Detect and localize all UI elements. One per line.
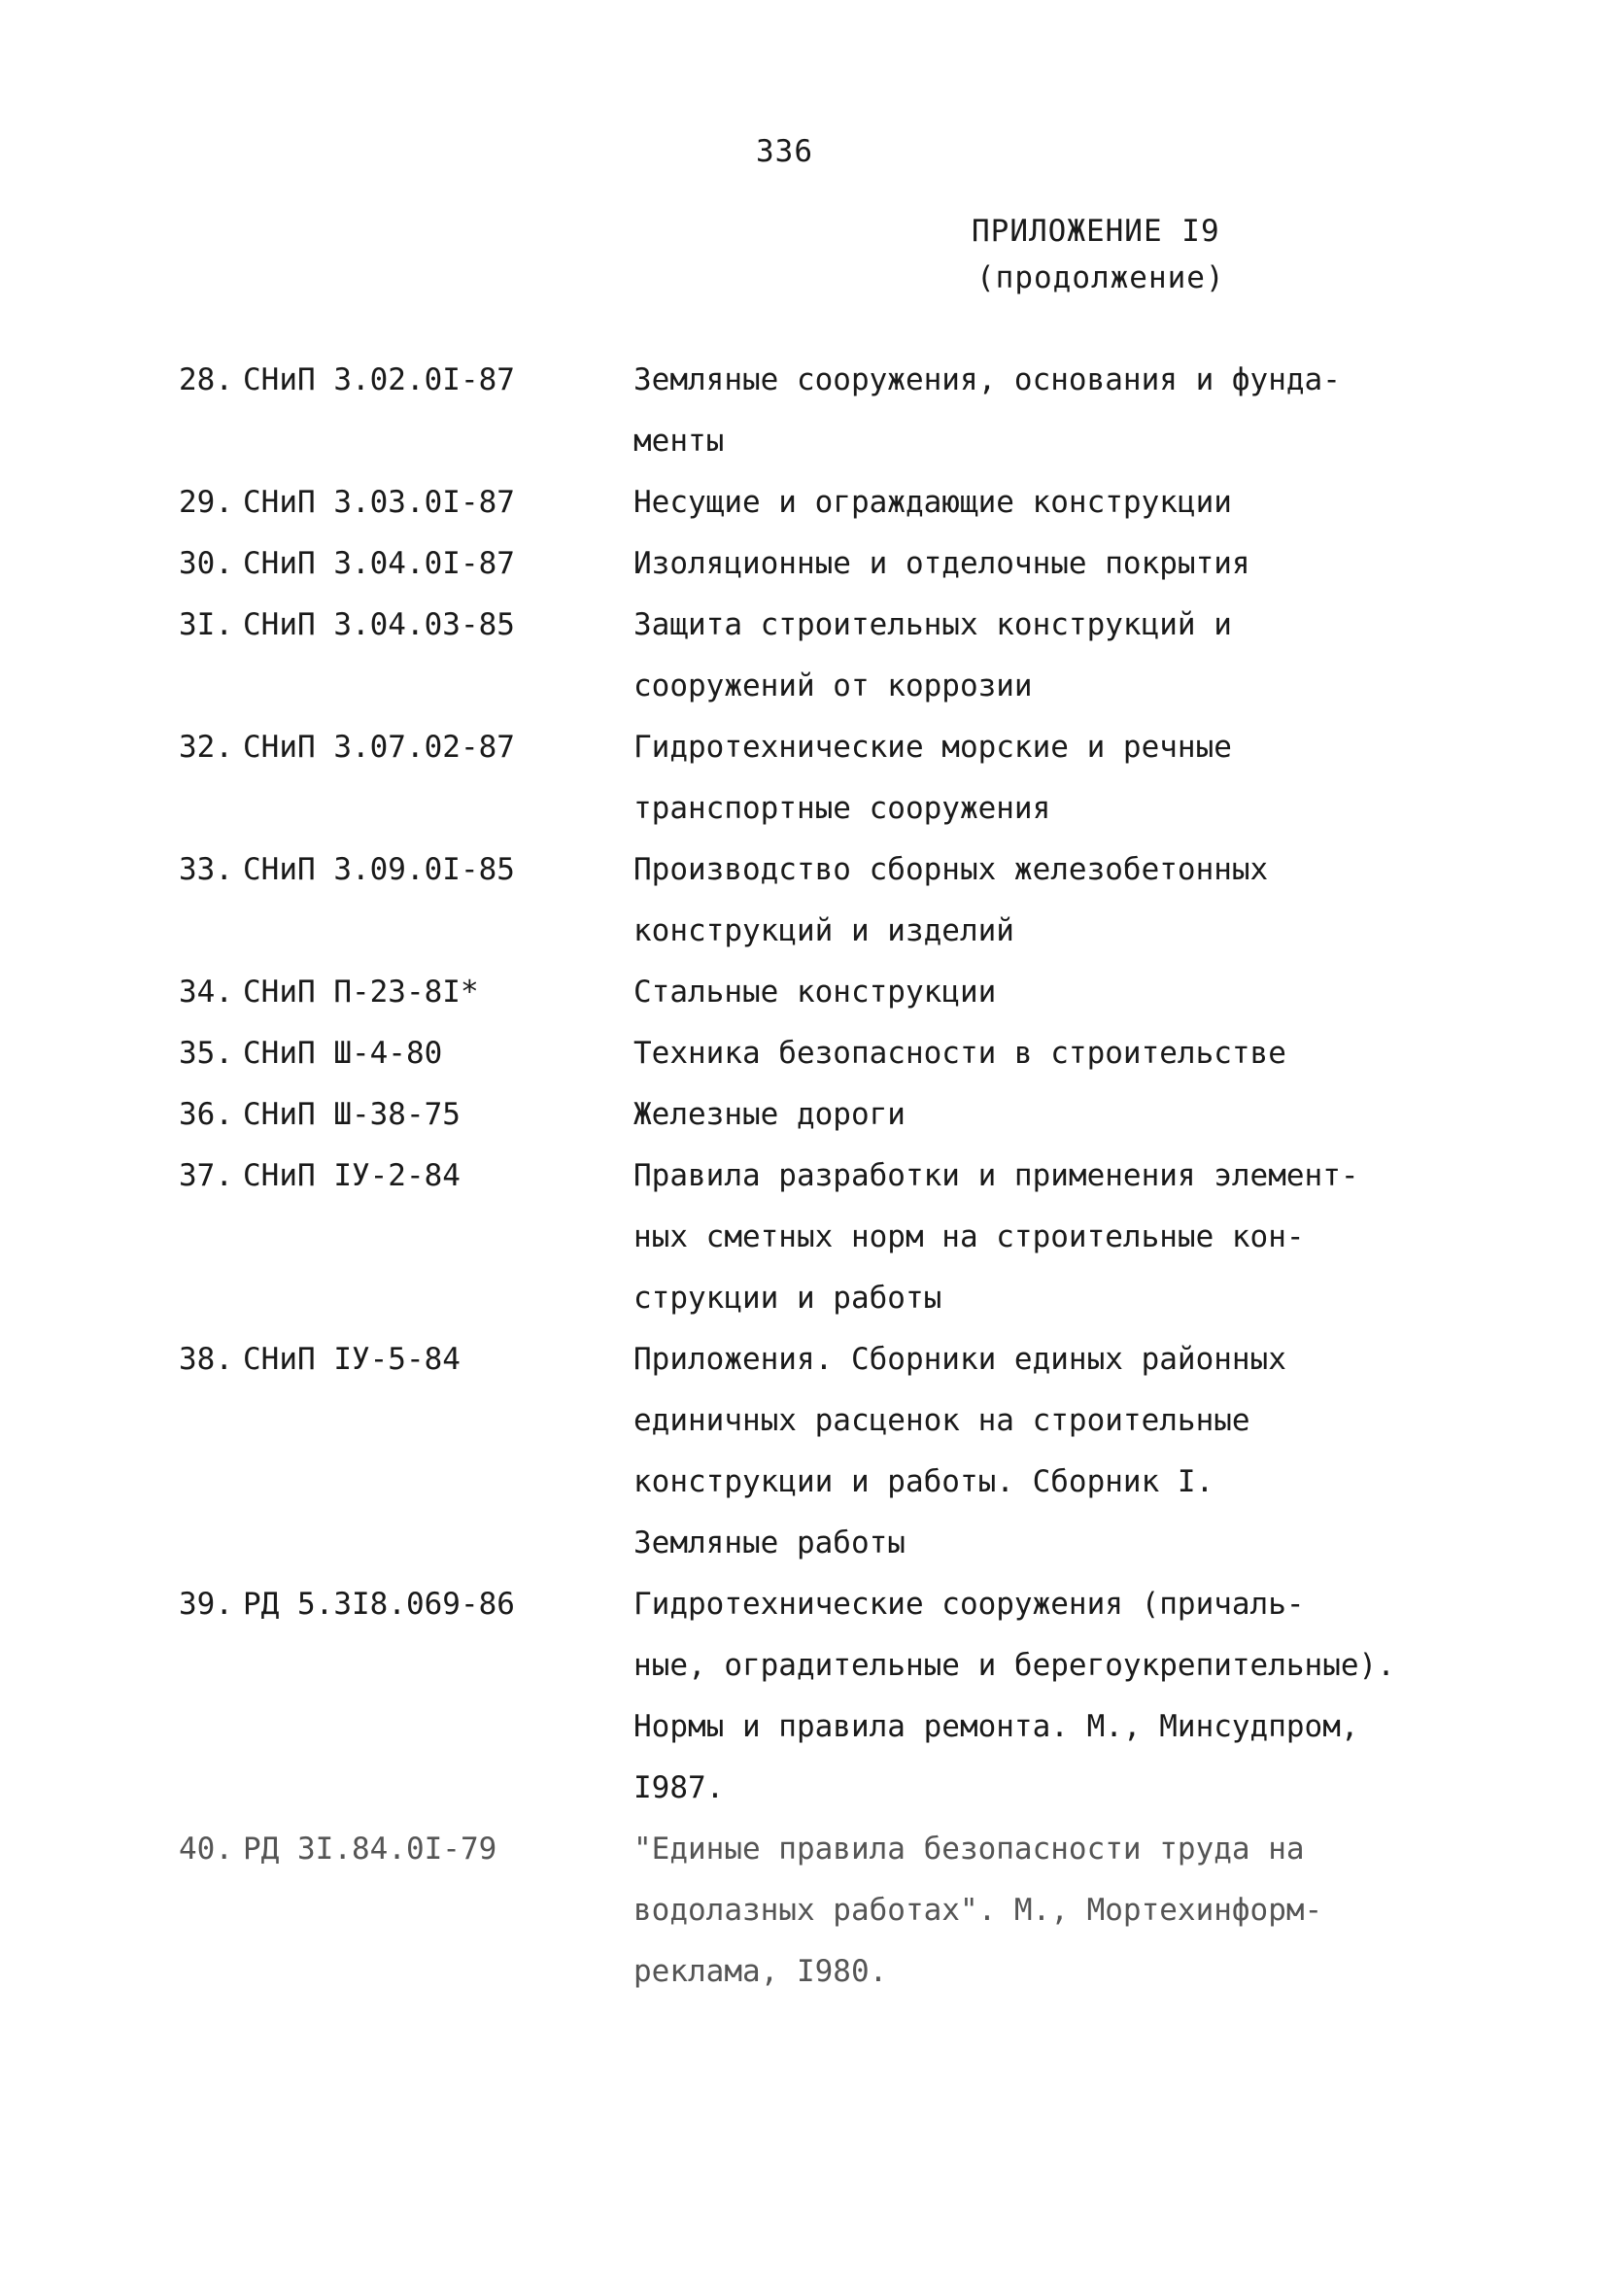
entry-code: СНиП Ш-38-75 bbox=[243, 1097, 461, 1132]
description-line: "Единые правила безопасности труда на bbox=[633, 1832, 1305, 1867]
entry-description bbox=[633, 472, 1457, 533]
description-line: менты bbox=[633, 424, 725, 459]
entry-description bbox=[633, 533, 1457, 595]
entry-description bbox=[633, 595, 1457, 717]
description-line: Изоляционные и отделочные покрытия bbox=[633, 546, 1250, 581]
entry-code: РД 5.3I8.069-86 bbox=[243, 1587, 515, 1622]
entry-code: СНиП IУ-2-84 bbox=[243, 1158, 461, 1193]
description-line: конструкции и работы. Сборник I. bbox=[633, 1464, 1214, 1499]
entry-code: СНиП IУ-5-84 bbox=[243, 1342, 461, 1377]
description-line: Приложения. Сборники единых районных bbox=[633, 1342, 1286, 1377]
entry-number: 35. bbox=[179, 1036, 233, 1071]
entry-description bbox=[633, 1819, 1457, 2003]
reference-list bbox=[165, 350, 1457, 2003]
entry-description bbox=[633, 1146, 1457, 1329]
reference-entry bbox=[165, 717, 1457, 840]
entry-number: 37. bbox=[179, 1158, 233, 1193]
entry-number: 34. bbox=[179, 975, 233, 1010]
entry-number: 40. bbox=[179, 1832, 233, 1867]
description-line: Техника безопасности в строительстве bbox=[633, 1036, 1286, 1071]
reference-entry bbox=[165, 1146, 1457, 1329]
reference-entry bbox=[165, 1574, 1457, 1819]
description-line: Производство сборных железобетонных bbox=[633, 852, 1269, 887]
description-line: конструкций и изделий bbox=[633, 913, 1014, 948]
entry-code: СНиП 3.02.0I-87 bbox=[243, 362, 515, 397]
description-line: транспортные сооружения bbox=[633, 791, 1051, 826]
reference-entry bbox=[165, 1819, 1457, 2003]
entry-number: 38. bbox=[179, 1342, 233, 1377]
description-line: реклама, I980. bbox=[633, 1954, 888, 1989]
appendix-subtitle: (продолжение) bbox=[976, 260, 1225, 295]
entry-code: СНиП Ш-4-80 bbox=[243, 1036, 443, 1071]
entry-code: СНиП 3.07.02-87 bbox=[243, 730, 515, 765]
description-line: единичных расценок на строительные bbox=[633, 1403, 1250, 1438]
description-line: Нормы и правила ремонта. М., Минсудпром, bbox=[633, 1709, 1359, 1744]
reference-entry bbox=[165, 840, 1457, 962]
entry-code: СНиП 3.04.03-85 bbox=[243, 607, 515, 642]
entry-code: СНиП П-23-8I* bbox=[243, 975, 479, 1010]
description-line: Железные дороги bbox=[633, 1097, 906, 1132]
reference-entry bbox=[165, 962, 1457, 1023]
reference-entry bbox=[165, 472, 1457, 533]
description-line: Гидротехнические сооружения (причаль- bbox=[633, 1587, 1305, 1622]
description-line: Гидротехнические морские и речные bbox=[633, 730, 1232, 765]
entry-description bbox=[633, 717, 1457, 840]
description-line: водолазных работах". М., Мортехинформ- bbox=[633, 1893, 1323, 1928]
entry-number: 33. bbox=[179, 852, 233, 887]
entry-code: СНиП 3.04.0I-87 bbox=[243, 546, 515, 581]
description-line: Несущие и ограждающие конструкции bbox=[633, 485, 1232, 520]
entry-number: 36. bbox=[179, 1097, 233, 1132]
entry-number: 30. bbox=[179, 546, 233, 581]
entry-number: 3I. bbox=[179, 607, 233, 642]
entry-code: СНиП 3.09.0I-85 bbox=[243, 852, 515, 887]
description-line: Правила разработки и применения элемент- bbox=[633, 1158, 1359, 1193]
entry-description bbox=[633, 1084, 1457, 1146]
entry-number: 29. bbox=[179, 485, 233, 520]
reference-entry bbox=[165, 595, 1457, 717]
page-number: 336 bbox=[756, 134, 813, 169]
entry-code: СНиП 3.03.0I-87 bbox=[243, 485, 515, 520]
reference-entry bbox=[165, 350, 1457, 472]
entry-number: 32. bbox=[179, 730, 233, 765]
appendix-title: ПРИЛОЖЕНИЕ I9 bbox=[972, 214, 1220, 249]
reference-entry bbox=[165, 1084, 1457, 1146]
description-line: Земляные сооружения, основания и фунда- bbox=[633, 362, 1341, 397]
description-line: ные, оградительные и берегоукрепительные). bbox=[633, 1648, 1395, 1683]
description-line: струкции и работы bbox=[633, 1281, 942, 1316]
entry-number: 39. bbox=[179, 1587, 233, 1622]
reference-entry bbox=[165, 533, 1457, 595]
reference-entry bbox=[165, 1023, 1457, 1084]
entry-description bbox=[633, 1329, 1457, 1574]
entry-description bbox=[633, 840, 1457, 962]
description-line: ных сметных норм на строительные кон- bbox=[633, 1219, 1305, 1254]
entry-description bbox=[633, 350, 1457, 472]
reference-entry bbox=[165, 1329, 1457, 1574]
description-line: Защита строительных конструкций и bbox=[633, 607, 1232, 642]
entry-number: 28. bbox=[179, 362, 233, 397]
entry-description bbox=[633, 962, 1457, 1023]
description-line: Стальные конструкции bbox=[633, 975, 997, 1010]
entry-description bbox=[633, 1023, 1457, 1084]
description-line: I987. bbox=[633, 1770, 725, 1805]
entry-code: РД 3I.84.0I-79 bbox=[243, 1832, 497, 1867]
entry-description bbox=[633, 1574, 1457, 1819]
description-line: Земляные работы bbox=[633, 1525, 906, 1560]
description-line: сооружений от коррозии bbox=[633, 668, 1033, 703]
